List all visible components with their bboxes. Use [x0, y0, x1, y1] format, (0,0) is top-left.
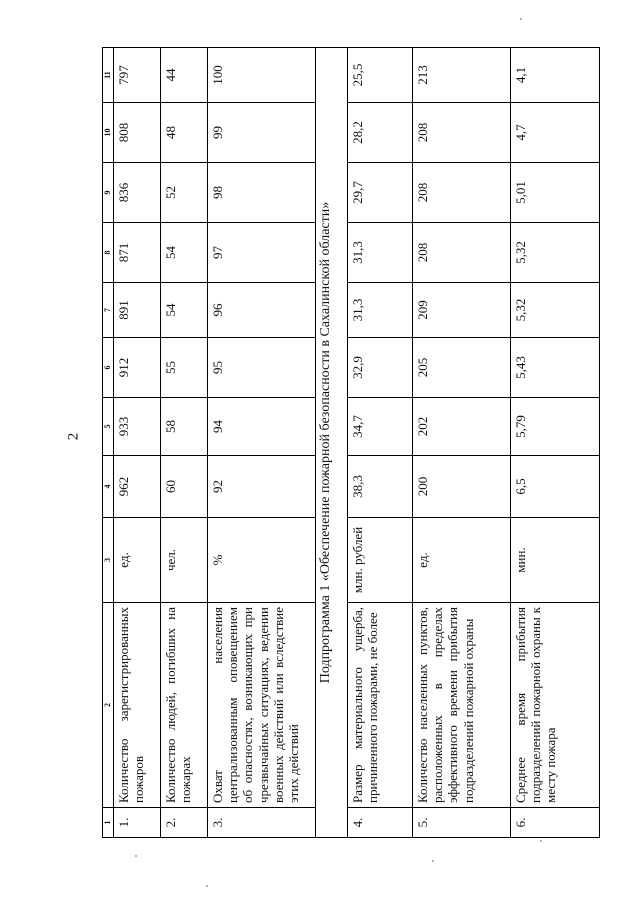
value-cell: 25,5: [348, 48, 413, 103]
indicator-name: Количество населенных пунктов, расположенных в пределах эффективного времени прибытия подразделений пожарной охраны: [413, 603, 511, 808]
indicator-name: Охват населения централизованным оповещением об опасностях, возникающих при чрезвычайных ситуациях, ведении военных действий или вследствие этих действий: [208, 603, 316, 808]
value-cell: 6,5: [511, 456, 600, 518]
column-number: 8: [103, 223, 114, 283]
value-cell: 871: [114, 223, 161, 283]
row-number: 1.: [114, 808, 161, 838]
scan-speck: [540, 840, 542, 842]
value-cell: 100: [208, 48, 316, 103]
unit: млн. рублей: [348, 518, 413, 603]
column-number: 2: [103, 603, 114, 808]
value-cell: 54: [161, 283, 208, 338]
table-row: [208, 48, 316, 838]
value-cell: 208: [413, 103, 511, 163]
value-cell: 60: [161, 456, 208, 518]
subprogram-title: Подпрограмма 1 «Обеспечение пожарной безопасности в Сахалинской области»: [316, 48, 348, 838]
table-row: [348, 48, 413, 838]
value-cell: 891: [114, 283, 161, 338]
unit: чел.: [161, 518, 208, 603]
value-cell: 205: [413, 338, 511, 398]
row-number: 6.: [511, 808, 600, 838]
column-number-row: [103, 48, 114, 838]
row-number: 4.: [348, 808, 413, 838]
value-cell: 4,7: [511, 103, 600, 163]
value-cell: 58: [161, 398, 208, 456]
value-cell: 31,3: [348, 223, 413, 283]
value-cell: 209: [413, 283, 511, 338]
value-cell: 31,3: [348, 283, 413, 338]
value-cell: 97: [208, 223, 316, 283]
value-cell: 55: [161, 338, 208, 398]
subprogram-row: [316, 48, 348, 838]
value-cell: 808: [114, 103, 161, 163]
unit: %: [208, 518, 316, 603]
value-cell: 28,2: [348, 103, 413, 163]
scan-speck: [432, 860, 434, 862]
value-cell: 4,1: [511, 48, 600, 103]
value-cell: 92: [208, 456, 316, 518]
table-row: [413, 48, 511, 838]
indicator-table: [102, 47, 600, 838]
indicator-name: Количество людей, погибших на пожарах: [161, 603, 208, 808]
unit: ед.: [413, 518, 511, 603]
value-cell: 933: [114, 398, 161, 456]
value-cell: 94: [208, 398, 316, 456]
value-cell: 32,9: [348, 338, 413, 398]
indicator-name: Среднее время прибытия подразделений пожарной охраны к месту пожара: [511, 603, 600, 808]
value-cell: 208: [413, 163, 511, 223]
unit: ед.: [114, 518, 161, 603]
value-cell: 797: [114, 48, 161, 103]
scan-speck: [206, 885, 208, 887]
value-cell: 213: [413, 48, 511, 103]
value-cell: 5,43: [511, 338, 600, 398]
value-cell: 5,01: [511, 163, 600, 223]
value-cell: 99: [208, 103, 316, 163]
row-number: 5.: [413, 808, 511, 838]
indicator-name: Размер материального ущерба, причиненного пожарами, не более: [348, 603, 413, 808]
column-number: 5: [103, 398, 114, 456]
value-cell: 912: [114, 338, 161, 398]
value-cell: 29,7: [348, 163, 413, 223]
value-cell: 836: [114, 163, 161, 223]
scan-speck: [135, 855, 137, 857]
table-row: [161, 48, 208, 838]
value-cell: 48: [161, 103, 208, 163]
column-number: 1: [103, 808, 114, 838]
value-cell: 98: [208, 163, 316, 223]
value-cell: 962: [114, 456, 161, 518]
column-number: 3: [103, 518, 114, 603]
value-cell: 200: [413, 456, 511, 518]
column-number: 6: [103, 338, 114, 398]
column-number: 4: [103, 456, 114, 518]
value-cell: 5,32: [511, 283, 600, 338]
row-number: 3.: [208, 808, 316, 838]
value-cell: 208: [413, 223, 511, 283]
value-cell: 54: [161, 223, 208, 283]
value-cell: 44: [161, 48, 208, 103]
value-cell: 202: [413, 398, 511, 456]
value-cell: 52: [161, 163, 208, 223]
row-number: 2.: [161, 808, 208, 838]
column-number: 7: [103, 283, 114, 338]
table-row: [511, 48, 600, 838]
column-number: 9: [103, 163, 114, 223]
column-number: 11: [103, 48, 114, 103]
table-row: [114, 48, 161, 838]
value-cell: 5,79: [511, 398, 600, 456]
value-cell: 34,7: [348, 398, 413, 456]
value-cell: 38,3: [348, 456, 413, 518]
value-cell: 95: [208, 338, 316, 398]
page-number: 2: [65, 432, 82, 441]
scan-speck: [520, 18, 522, 20]
unit: мин.: [511, 518, 600, 603]
value-cell: 5,32: [511, 223, 600, 283]
value-cell: 96: [208, 283, 316, 338]
indicator-name: Количество зарегистрированных пожаров: [114, 603, 161, 808]
column-number: 10: [103, 103, 114, 163]
rotated-table-container: [102, 48, 599, 838]
